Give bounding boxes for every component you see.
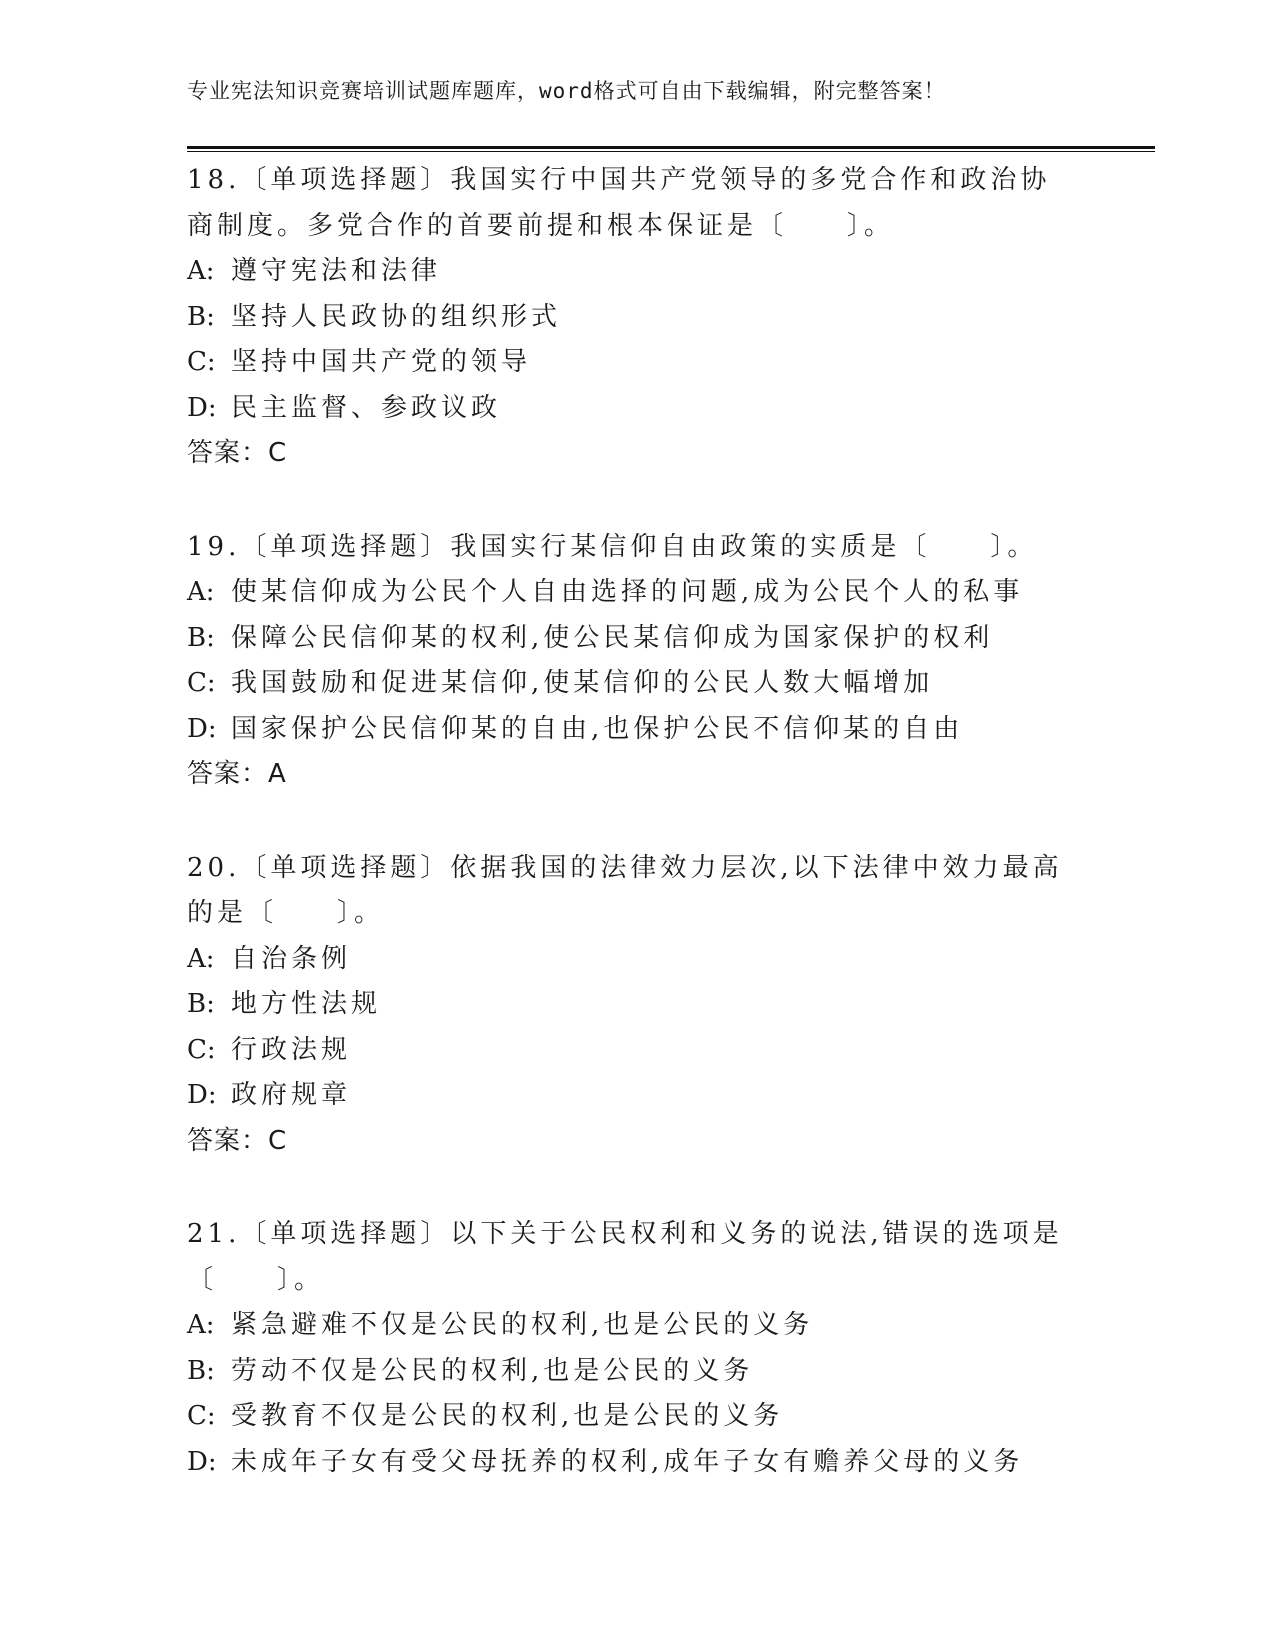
- option-d: [187, 1440, 1087, 1486]
- option-b: [187, 982, 1087, 1028]
- option-text: 保障公民信仰某的权利,使公民某信仰成为国家保护的权利: [231, 622, 994, 653]
- answer-line: 答案：C: [187, 1125, 288, 1156]
- option-text: 行政法规: [231, 1034, 352, 1065]
- option-letter: B:: [187, 622, 215, 653]
- question-20: [187, 846, 1087, 1165]
- option-letter: C:: [187, 1034, 216, 1065]
- question-18: [187, 158, 1087, 477]
- option-letter: A:: [187, 943, 215, 974]
- option-b: [187, 1349, 1087, 1395]
- option-text: 未成年子女有受父母抚养的权利,成年子女有赡养父母的义务: [231, 1446, 1024, 1477]
- option-text: 受教育不仅是公民的权利,也是公民的义务: [231, 1401, 784, 1431]
- question-21: [187, 1212, 1087, 1485]
- option-b: [187, 295, 1087, 341]
- option-text: 我国鼓励和促进某信仰,使某信仰的公民人数大幅增加: [231, 668, 934, 698]
- option-c: [187, 1394, 1087, 1440]
- header-text: 专业宪法知识竞赛培训试题库题库，word格式可自由下载编辑，附完整答案！: [187, 79, 946, 103]
- option-letter: D:: [187, 1080, 217, 1110]
- option-c: [187, 1028, 1087, 1074]
- option-letter: A:: [187, 256, 215, 286]
- option-letter: B:: [187, 989, 215, 1019]
- option-text: 民主监督、参政议政: [231, 392, 502, 423]
- header-rule-thick: [187, 146, 1155, 149]
- option-letter: D:: [187, 1446, 217, 1477]
- option-d: [187, 1073, 1087, 1119]
- option-a: [187, 1303, 1087, 1349]
- option-c: [187, 340, 1087, 386]
- option-letter: D:: [187, 392, 217, 423]
- option-letter: D:: [187, 713, 217, 744]
- option-text: 国家保护公民信仰某的自由,也保护公民不信仰某的自由: [231, 713, 964, 744]
- option-d: [187, 707, 1087, 753]
- option-letter: B:: [187, 301, 215, 332]
- option-text: 紧急避难不仅是公民的权利,也是公民的义务: [231, 1310, 814, 1340]
- answer-line: 答案：C: [187, 438, 288, 468]
- question-list: [187, 158, 1087, 1533]
- option-text: 自治条例: [231, 943, 352, 974]
- option-a: [187, 937, 1087, 983]
- option-text: 遵守宪法和法律: [231, 256, 442, 286]
- option-letter: C:: [187, 347, 216, 377]
- header-rule-thin: [187, 151, 1155, 152]
- option-letter: A:: [187, 1310, 215, 1340]
- option-a: [187, 249, 1087, 295]
- answer-line: 答案：A: [187, 759, 287, 789]
- option-d: [187, 386, 1087, 432]
- question-stem: 21.〔单项选择题〕以下关于公民权利和义务的说法,错误的选项是〔 〕。: [187, 1219, 1063, 1295]
- question-stem: 18.〔单项选择题〕我国实行中国共产党领导的多党合作和政治协商制度。多党合作的首要前提和根本保证是〔 〕。: [187, 165, 1051, 241]
- option-a: [187, 570, 1087, 616]
- option-letter: C:: [187, 668, 216, 698]
- option-letter: B:: [187, 1355, 215, 1386]
- question-19: [187, 525, 1087, 798]
- option-c: [187, 661, 1087, 707]
- option-b: [187, 616, 1087, 662]
- option-text: 地方性法规: [231, 989, 382, 1019]
- option-text: 坚持中国共产党的领导: [231, 347, 532, 377]
- option-text: 坚持人民政协的组织形式: [231, 301, 562, 332]
- question-stem: 19.〔单项选择题〕我国实行某信仰自由政策的实质是〔 〕。: [187, 531, 1038, 562]
- option-text: 政府规章: [231, 1080, 352, 1110]
- option-text: 劳动不仅是公民的权利,也是公民的义务: [231, 1355, 754, 1386]
- option-letter: A:: [187, 577, 215, 607]
- question-stem: 20.〔单项选择题〕依据我国的法律效力层次,以下法律中效力最高的是〔 〕。: [187, 852, 1063, 928]
- option-text: 使某信仰成为公民个人自由选择的问题,成为公民个人的私事: [231, 577, 1024, 607]
- option-letter: C:: [187, 1401, 216, 1431]
